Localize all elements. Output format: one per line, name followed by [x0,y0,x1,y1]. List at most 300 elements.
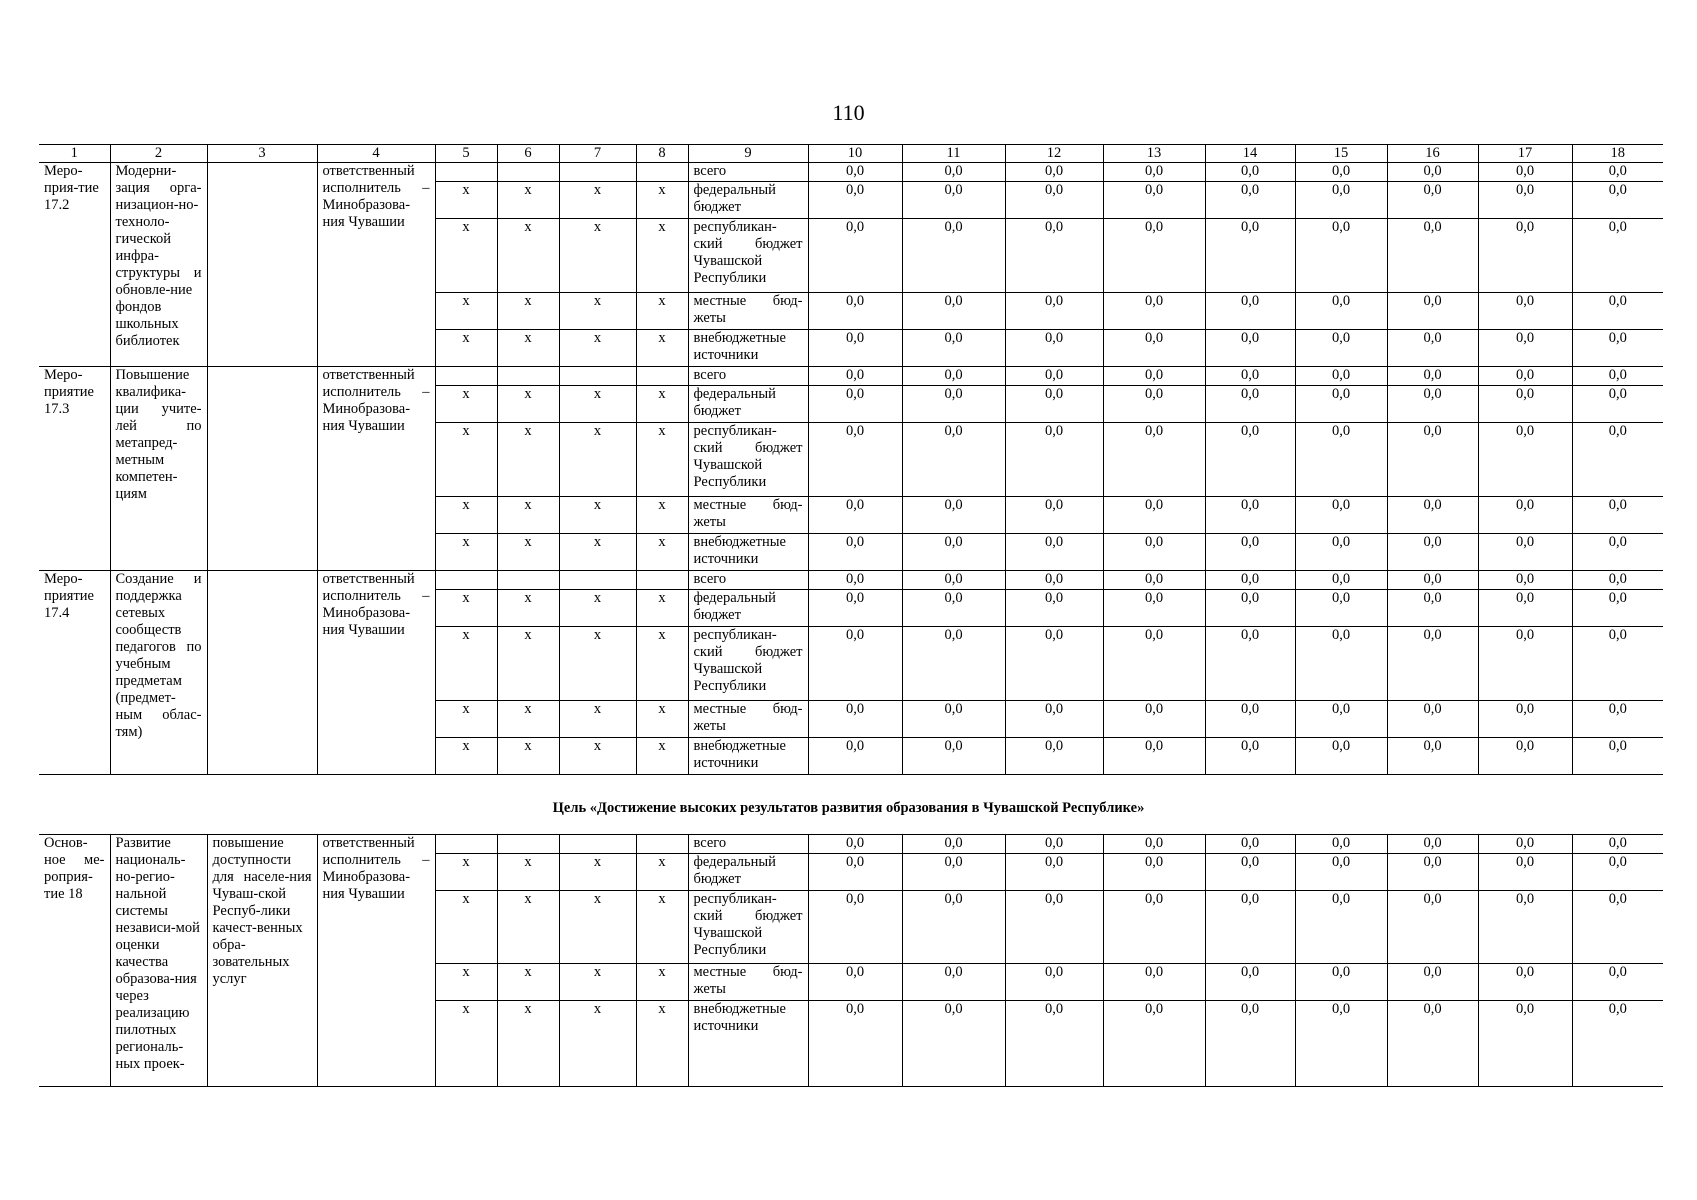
code-cell: х [559,1001,636,1087]
value-cell: 0,0 [1478,835,1572,854]
value-cell: 0,0 [808,423,902,497]
measure-code: Меро-приятие 17.4 [39,571,110,775]
value-cell: 0,0 [1387,701,1478,738]
measure-name: Создание и поддержка сетевых сообществ педагогов по учебным предметам (предмет-ным облас-тям) [110,571,207,775]
value-cell: 0,0 [1387,293,1478,330]
value-cell: 0,0 [1005,835,1103,854]
value-cell: 0,0 [1103,701,1205,738]
value-cell: 0,0 [808,293,902,330]
value-cell: 0,0 [1103,964,1205,1001]
code-cell: х [636,891,688,964]
value-cell: 0,0 [1205,854,1295,891]
value-cell: 0,0 [1295,701,1387,738]
code-cell: х [559,534,636,571]
value-cell: 0,0 [1387,534,1478,571]
value-cell: 0,0 [1205,738,1295,775]
code-cell [559,163,636,182]
code-cell: х [497,854,559,891]
value-cell: 0,0 [1387,590,1478,627]
value-cell: 0,0 [1103,330,1205,367]
value-cell: 0,0 [1572,367,1663,386]
value-cell: 0,0 [1387,835,1478,854]
code-cell: х [559,590,636,627]
code-cell [497,571,559,590]
code-cell: х [435,534,497,571]
value-cell: 0,0 [1387,738,1478,775]
column-header: 17 [1478,145,1572,163]
value-cell: 0,0 [1295,627,1387,701]
table-row [39,571,1663,590]
code-cell: х [636,701,688,738]
value-cell: 0,0 [1572,534,1663,571]
value-cell: 0,0 [1005,163,1103,182]
code-cell: х [636,293,688,330]
code-cell: х [435,627,497,701]
funding-source: республикан-ский бюджет Чувашской Республики [688,891,808,964]
value-cell: 0,0 [902,854,1005,891]
value-cell: 0,0 [1205,163,1295,182]
table-row [39,367,1663,386]
funding-source: республикан-ский бюджет Чувашской Республики [688,219,808,293]
value-cell: 0,0 [808,891,902,964]
code-cell: х [636,534,688,571]
code-cell: х [636,330,688,367]
value-cell: 0,0 [1478,182,1572,219]
funding-source: местные бюд-жеты [688,701,808,738]
value-cell: 0,0 [1205,386,1295,423]
value-cell: 0,0 [1205,964,1295,1001]
funding-source: местные бюд-жеты [688,497,808,534]
value-cell: 0,0 [1295,182,1387,219]
value-cell: 0,0 [1572,835,1663,854]
value-cell: 0,0 [1295,386,1387,423]
value-cell: 0,0 [1295,423,1387,497]
value-cell: 0,0 [1387,367,1478,386]
code-cell [435,367,497,386]
value-cell: 0,0 [1005,738,1103,775]
column-header: 8 [636,145,688,163]
value-cell: 0,0 [1478,367,1572,386]
code-cell: х [559,701,636,738]
value-cell: 0,0 [1103,891,1205,964]
value-cell: 0,0 [1103,835,1205,854]
funding-source: внебюджетные источники [688,534,808,571]
value-cell: 0,0 [1387,423,1478,497]
value-cell: 0,0 [902,891,1005,964]
code-cell: х [497,627,559,701]
code-cell [497,367,559,386]
code-cell: х [435,590,497,627]
value-cell: 0,0 [1205,891,1295,964]
column-header: 13 [1103,145,1205,163]
code-cell [497,163,559,182]
value-cell: 0,0 [1295,835,1387,854]
value-cell: 0,0 [808,835,902,854]
column-header: 16 [1387,145,1478,163]
code-cell [435,835,497,854]
value-cell: 0,0 [1005,534,1103,571]
goal-title: Цель «Достижение высоких результатов развития образования в Чувашской Республике» [552,800,1145,816]
value-cell: 0,0 [1103,854,1205,891]
code-cell: х [435,182,497,219]
funding-source: местные бюд-жеты [688,964,808,1001]
value-cell: 0,0 [902,293,1005,330]
value-cell: 0,0 [1295,497,1387,534]
value-cell: 0,0 [1005,590,1103,627]
value-cell: 0,0 [1478,627,1572,701]
value-cell: 0,0 [1005,891,1103,964]
code-cell: х [636,964,688,1001]
measure-goal [207,367,317,571]
value-cell: 0,0 [808,367,902,386]
code-cell [636,367,688,386]
funding-source: внебюджетные источники [688,738,808,775]
value-cell: 0,0 [1205,627,1295,701]
code-cell [435,571,497,590]
funding-table [39,144,1663,775]
value-cell: 0,0 [1005,854,1103,891]
value-cell: 0,0 [1387,182,1478,219]
value-cell: 0,0 [1387,497,1478,534]
value-cell: 0,0 [1387,891,1478,964]
value-cell: 0,0 [902,423,1005,497]
table-row [39,835,1663,854]
column-header: 14 [1205,145,1295,163]
value-cell: 0,0 [808,571,902,590]
code-cell: х [435,330,497,367]
code-cell: х [497,423,559,497]
code-cell: х [497,891,559,964]
value-cell: 0,0 [1572,964,1663,1001]
code-cell: х [559,330,636,367]
value-cell: 0,0 [1572,571,1663,590]
column-header: 9 [688,145,808,163]
value-cell: 0,0 [1572,423,1663,497]
code-cell [559,835,636,854]
value-cell: 0,0 [1572,386,1663,423]
column-header: 6 [497,145,559,163]
value-cell: 0,0 [902,590,1005,627]
funding-source: внебюджетные источники [688,1001,808,1087]
value-cell: 0,0 [1295,367,1387,386]
funding-source: внебюджетные источники [688,330,808,367]
code-cell [636,571,688,590]
value-cell: 0,0 [1387,330,1478,367]
value-cell: 0,0 [902,367,1005,386]
header-row [39,145,1663,163]
measure-name: Модерни-зация орга-низацион-но-техноло-гической инфра-структуры и обновле-ние фондов школьных библиотек [110,163,207,367]
value-cell: 0,0 [1478,330,1572,367]
value-cell: 0,0 [1295,738,1387,775]
code-cell: х [435,1001,497,1087]
value-cell: 0,0 [902,219,1005,293]
value-cell: 0,0 [1103,571,1205,590]
value-cell: 0,0 [1478,571,1572,590]
value-cell: 0,0 [902,182,1005,219]
value-cell: 0,0 [808,964,902,1001]
code-cell [636,163,688,182]
code-cell: х [435,854,497,891]
funding-source: местные бюд-жеты [688,293,808,330]
value-cell: 0,0 [1103,367,1205,386]
value-cell: 0,0 [1103,163,1205,182]
code-cell: х [497,1001,559,1087]
value-cell: 0,0 [1387,627,1478,701]
code-cell: х [559,497,636,534]
code-cell: х [559,219,636,293]
value-cell: 0,0 [1005,701,1103,738]
code-cell: х [435,219,497,293]
column-header: 11 [902,145,1005,163]
value-cell: 0,0 [1387,571,1478,590]
value-cell: 0,0 [1572,701,1663,738]
value-cell: 0,0 [808,219,902,293]
value-cell: 0,0 [1205,835,1295,854]
value-cell: 0,0 [1103,423,1205,497]
funding-source: федеральный бюджет [688,182,808,219]
value-cell: 0,0 [808,854,902,891]
value-cell: 0,0 [902,163,1005,182]
value-cell: 0,0 [1572,1001,1663,1087]
value-cell: 0,0 [1572,330,1663,367]
code-cell: х [636,386,688,423]
code-cell: х [636,497,688,534]
value-cell: 0,0 [1572,497,1663,534]
value-cell: 0,0 [1478,423,1572,497]
value-cell: 0,0 [1572,627,1663,701]
code-cell: х [636,627,688,701]
value-cell: 0,0 [902,1001,1005,1087]
value-cell: 0,0 [1295,163,1387,182]
code-cell: х [497,497,559,534]
value-cell: 0,0 [1572,219,1663,293]
code-cell: х [559,423,636,497]
value-cell: 0,0 [808,590,902,627]
measure-goal [207,571,317,775]
value-cell: 0,0 [1387,964,1478,1001]
measure-code: Меро-прия-тие 17.2 [39,163,110,367]
value-cell: 0,0 [1387,219,1478,293]
code-cell [636,835,688,854]
value-cell: 0,0 [1205,367,1295,386]
value-cell: 0,0 [808,701,902,738]
value-cell: 0,0 [1295,964,1387,1001]
column-header: 4 [317,145,435,163]
code-cell: х [435,423,497,497]
code-cell [559,367,636,386]
code-cell: х [435,738,497,775]
value-cell: 0,0 [1478,854,1572,891]
executor: ответственный исполнитель – Минобразова-ния Чувашии [317,571,435,775]
value-cell: 0,0 [1478,590,1572,627]
value-cell: 0,0 [902,534,1005,571]
code-cell: х [497,738,559,775]
value-cell: 0,0 [1478,293,1572,330]
column-header: 18 [1572,145,1663,163]
value-cell: 0,0 [1295,330,1387,367]
value-cell: 0,0 [1387,163,1478,182]
value-cell: 0,0 [808,627,902,701]
value-cell: 0,0 [1205,701,1295,738]
value-cell: 0,0 [1103,497,1205,534]
value-cell: 0,0 [1295,219,1387,293]
value-cell: 0,0 [902,571,1005,590]
code-cell: х [559,964,636,1001]
value-cell: 0,0 [1478,891,1572,964]
value-cell: 0,0 [1005,330,1103,367]
executor: ответственный исполнитель – Минобразова-ния Чувашии [317,163,435,367]
code-cell: х [497,219,559,293]
table-row [39,163,1663,182]
value-cell: 0,0 [808,738,902,775]
code-cell: х [559,627,636,701]
value-cell: 0,0 [1205,497,1295,534]
executor: ответственный исполнитель – Минобразова-ния Чувашии [317,367,435,571]
code-cell: х [497,182,559,219]
value-cell: 0,0 [1103,534,1205,571]
value-cell: 0,0 [1572,854,1663,891]
funding-source: федеральный бюджет [688,854,808,891]
code-cell [497,835,559,854]
code-cell: х [636,854,688,891]
page-number: 110 [832,100,865,125]
value-cell: 0,0 [1295,1001,1387,1087]
value-cell: 0,0 [902,835,1005,854]
value-cell: 0,0 [1572,163,1663,182]
value-cell: 0,0 [1005,219,1103,293]
value-cell: 0,0 [1205,219,1295,293]
value-cell: 0,0 [1205,534,1295,571]
value-cell: 0,0 [1103,627,1205,701]
funding-source: всего [688,835,808,854]
code-cell: х [435,386,497,423]
code-cell: х [636,1001,688,1087]
code-cell: х [497,330,559,367]
value-cell: 0,0 [1478,701,1572,738]
column-header: 15 [1295,145,1387,163]
code-cell: х [559,386,636,423]
column-header: 3 [207,145,317,163]
funding-source: федеральный бюджет [688,590,808,627]
code-cell: х [636,219,688,293]
value-cell: 0,0 [1005,964,1103,1001]
funding-source: федеральный бюджет [688,386,808,423]
value-cell: 0,0 [808,386,902,423]
value-cell: 0,0 [1005,182,1103,219]
code-cell: х [559,182,636,219]
code-cell: х [636,590,688,627]
value-cell: 0,0 [1572,738,1663,775]
column-header: 5 [435,145,497,163]
code-cell: х [497,293,559,330]
value-cell: 0,0 [1005,497,1103,534]
value-cell: 0,0 [1572,293,1663,330]
value-cell: 0,0 [808,497,902,534]
measure-code: Меро-приятие 17.3 [39,367,110,571]
value-cell: 0,0 [1103,293,1205,330]
value-cell: 0,0 [1387,854,1478,891]
value-cell: 0,0 [808,1001,902,1087]
value-cell: 0,0 [1572,891,1663,964]
value-cell: 0,0 [1478,497,1572,534]
value-cell: 0,0 [1478,1001,1572,1087]
value-cell: 0,0 [1205,1001,1295,1087]
funding-source: республикан-ский бюджет Чувашской Республики [688,627,808,701]
value-cell: 0,0 [1005,627,1103,701]
code-cell: х [435,497,497,534]
value-cell: 0,0 [1103,182,1205,219]
code-cell: х [559,293,636,330]
code-cell: х [497,590,559,627]
funding-source: всего [688,571,808,590]
funding-table-goal [39,834,1663,1087]
funding-source: всего [688,367,808,386]
code-cell: х [559,738,636,775]
code-cell: х [636,738,688,775]
value-cell: 0,0 [1005,367,1103,386]
value-cell: 0,0 [902,964,1005,1001]
column-header: 7 [559,145,636,163]
code-cell: х [497,386,559,423]
value-cell: 0,0 [1205,571,1295,590]
code-cell [435,163,497,182]
value-cell: 0,0 [1295,590,1387,627]
funding-source: республикан-ский бюджет Чувашской Республики [688,423,808,497]
value-cell: 0,0 [1005,571,1103,590]
value-cell: 0,0 [1005,386,1103,423]
value-cell: 0,0 [1478,219,1572,293]
value-cell: 0,0 [1478,163,1572,182]
code-cell: х [435,293,497,330]
value-cell: 0,0 [1387,386,1478,423]
measure-code: Основ-ное ме-роприя-тие 18 [39,835,110,1087]
value-cell: 0,0 [1005,423,1103,497]
value-cell: 0,0 [1295,891,1387,964]
measure-name: Развитие националь-но-регио-нальной системы независи-мой оценки качества образова-ния через реализацию пилотных региональ-ных проек- [110,835,207,1087]
value-cell: 0,0 [808,330,902,367]
value-cell: 0,0 [1205,423,1295,497]
measure-goal: повышение доступности для населе-ния Чуваш-ской Респуб-лики качест-венных обра-зовательных услуг [207,835,317,1087]
value-cell: 0,0 [1295,854,1387,891]
code-cell: х [636,182,688,219]
value-cell: 0,0 [902,738,1005,775]
value-cell: 0,0 [1295,571,1387,590]
code-cell: х [497,964,559,1001]
measure-name: Повышение квалифика-ции учите-лей по метапред-метным компетен-циям [110,367,207,571]
value-cell: 0,0 [902,627,1005,701]
column-header: 10 [808,145,902,163]
value-cell: 0,0 [1005,1001,1103,1087]
value-cell: 0,0 [1205,293,1295,330]
value-cell: 0,0 [1572,590,1663,627]
column-header: 2 [110,145,207,163]
value-cell: 0,0 [902,386,1005,423]
value-cell: 0,0 [1295,534,1387,571]
value-cell: 0,0 [902,330,1005,367]
executor: ответственный исполнитель – Минобразова-ния Чувашии [317,835,435,1087]
code-cell [559,571,636,590]
column-header: 12 [1005,145,1103,163]
code-cell: х [435,891,497,964]
value-cell: 0,0 [1387,1001,1478,1087]
code-cell: х [636,423,688,497]
funding-source: всего [688,163,808,182]
value-cell: 0,0 [1103,386,1205,423]
value-cell: 0,0 [1103,738,1205,775]
value-cell: 0,0 [1478,738,1572,775]
value-cell: 0,0 [808,182,902,219]
code-cell: х [497,534,559,571]
